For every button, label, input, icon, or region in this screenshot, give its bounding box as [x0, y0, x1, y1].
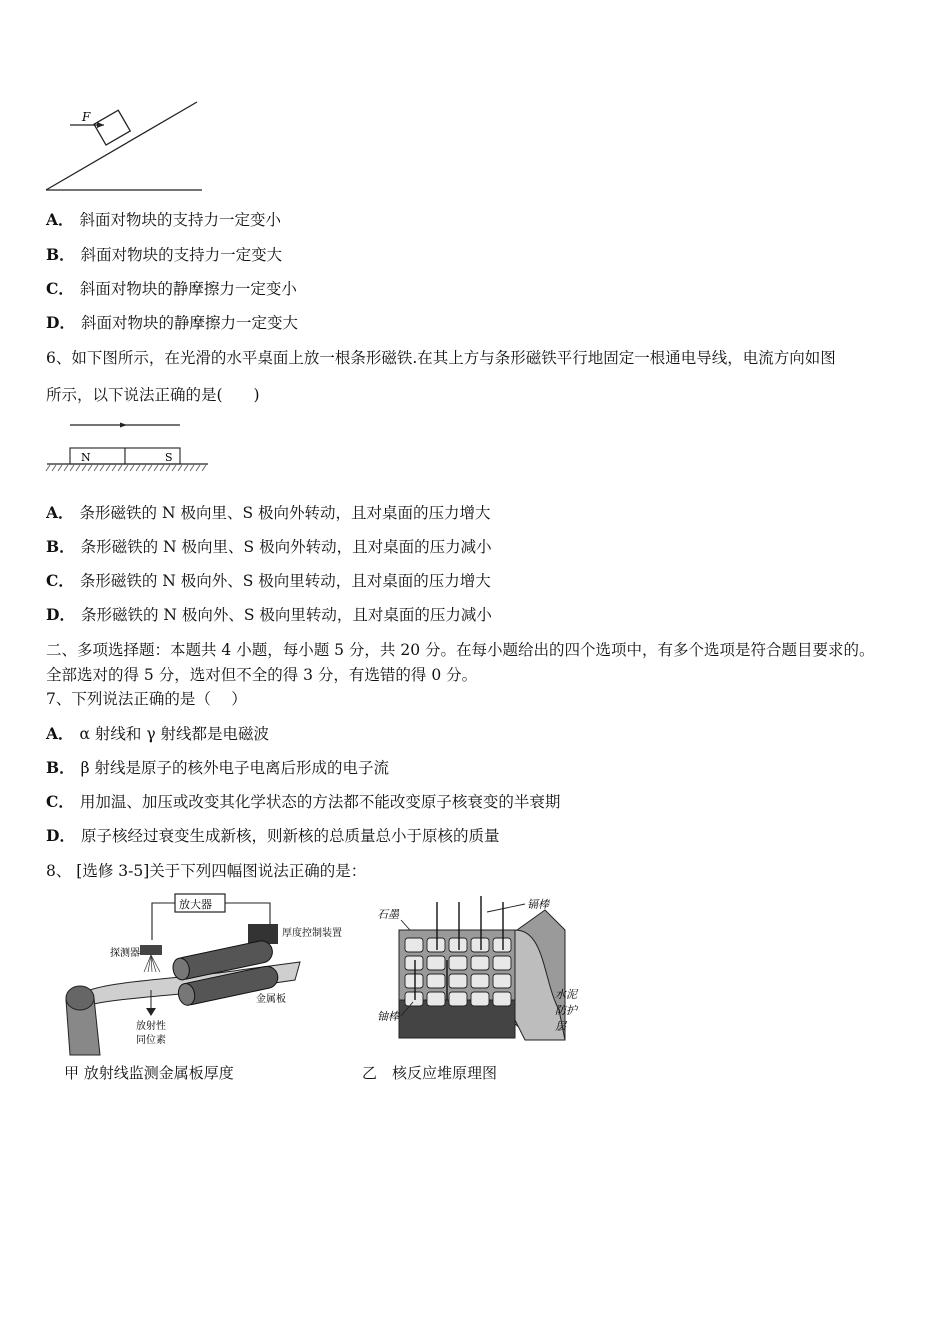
shield-label-2: 防护: [555, 1004, 577, 1017]
isotope-label-line1: 放射性: [136, 1021, 166, 1032]
force-label: F: [82, 110, 91, 124]
thickness-control-label: 厚度控制装置: [282, 928, 342, 939]
thickness-monitor-figure: [60, 890, 360, 1060]
q6-option-c[interactable]: C． 条形磁铁的 N 极向外、S 极向里转动，且对桌面的压力增大: [46, 571, 491, 590]
isotope-label-line2: 同位素: [136, 1035, 166, 1046]
q7-option-a[interactable]: A． α 射线和 γ 射线都是电磁波: [46, 724, 270, 743]
q6-option-a[interactable]: A． 条形磁铁的 N 极向里、S 极向外转动，且对桌面的压力增大: [46, 503, 491, 522]
q7-option-b[interactable]: B． β 射线是原子的核外电子电离后形成的电子流: [46, 758, 389, 777]
uranium-rod-label: 铀棒: [377, 1010, 399, 1023]
q5-option-a[interactable]: A． 斜面对物块的支持力一定变小: [46, 210, 282, 229]
metal-plate-label: 金属板: [256, 994, 286, 1005]
magnet-figure: [44, 418, 214, 474]
magnet-north-label: N: [81, 451, 91, 464]
q6-stem-line1: 6、如下图所示，在光滑的水平桌面上放一根条形磁铁.在其上方与条形磁铁平行地固定一根通电导线，电流方向如图: [46, 349, 836, 367]
amplifier-label: 放大器: [179, 898, 212, 911]
q7-stem: 7、下列说法正确的是（ ）: [46, 690, 247, 708]
section2-heading-line2: 全部选对的得 5 分，选对但不全的得 3 分，有选错的得 0 分。: [46, 666, 478, 684]
thickness-monitor-caption: 甲 放射线监测金属板厚度: [64, 1064, 234, 1082]
shield-label-1: 水泥: [555, 988, 577, 1001]
q5-option-b[interactable]: B． 斜面对物块的支持力一定变大: [46, 245, 283, 264]
q5-option-c[interactable]: C． 斜面对物块的静摩擦力一定变小: [46, 279, 297, 298]
magnet-south-label: S: [165, 451, 173, 464]
q6-stem-line2: 所示，以下说法正确的是( ): [46, 386, 260, 404]
q8-stem: 8、 [选修 3-5]关于下列四幅图说法正确的是：: [46, 862, 367, 880]
q6-option-d[interactable]: D． 条形磁铁的 N 极向外、S 极向里转动，且对桌面的压力减小: [46, 605, 492, 624]
q7-option-d[interactable]: D． 原子核经过衰变生成新核，则新核的总质量总小于原核的质量: [46, 826, 500, 845]
cadmium-rod-label: 镉棒: [527, 898, 549, 911]
graphite-label: 石墨: [377, 908, 399, 921]
reactor-caption: 乙 核反应堆原理图: [362, 1064, 498, 1082]
section2-heading-line1: 二、多项选择题：本题共 4 小题，每小题 5 分，共 20 分。在每小题给出的四个选项中，有多个选项是符合题目要求的。: [46, 641, 875, 659]
q5-option-d[interactable]: D． 斜面对物块的静摩擦力一定变大: [46, 313, 298, 332]
reactor-figure: [375, 890, 595, 1050]
shield-label-3: 层: [555, 1020, 566, 1033]
q7-option-c[interactable]: C． 用加温、加压或改变其化学状态的方法都不能改变原子核衰变的半衰期: [46, 792, 561, 811]
incline-figure: [40, 95, 210, 195]
q6-option-b[interactable]: B． 条形磁铁的 N 极向里、S 极向外转动，且对桌面的压力减小: [46, 537, 492, 556]
detector-label: 探测器: [110, 948, 140, 959]
